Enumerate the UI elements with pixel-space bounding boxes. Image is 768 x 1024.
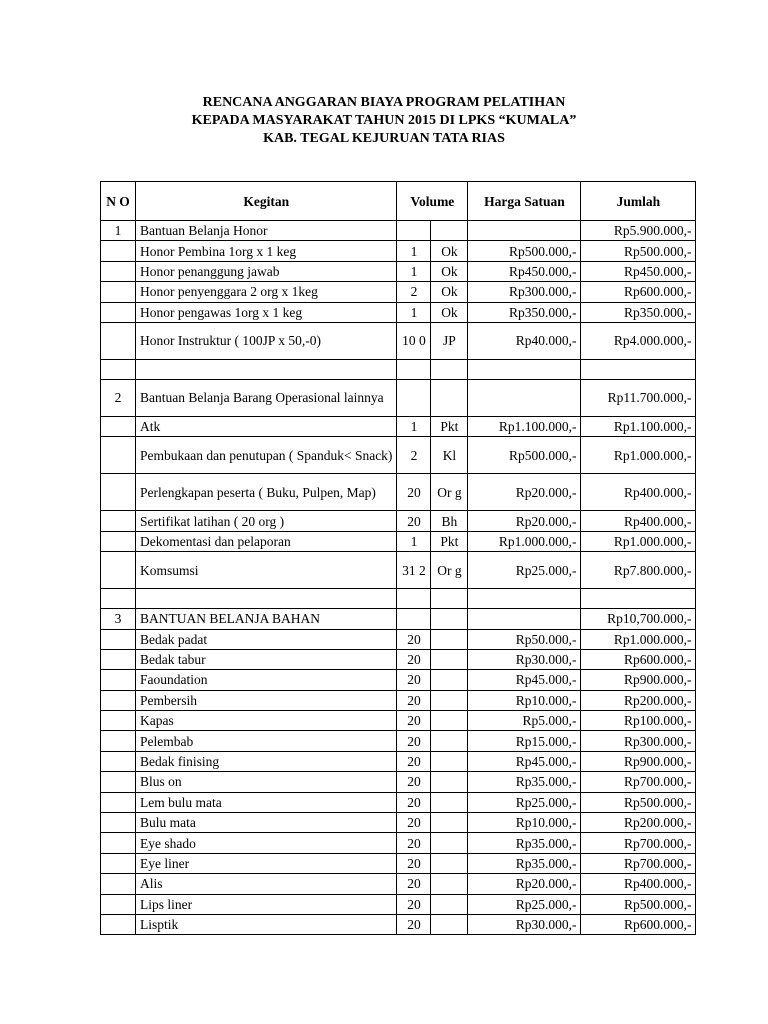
item-amount: Rp7.800.000,- (581, 552, 696, 589)
table-row (101, 241, 696, 261)
item-unit: JP (431, 322, 468, 359)
title-line-1: RENCANA ANGGARAN BIAYA PROGRAM PELATIHAN (202, 95, 566, 110)
item-amount: Rp700.000,- (581, 772, 696, 792)
blank-cell (468, 359, 581, 379)
item-name: Blus on (136, 772, 397, 792)
section-unit (431, 221, 468, 241)
item-price: Rp45.000,- (468, 670, 581, 690)
item-price: Rp5.000,- (468, 711, 581, 731)
item-unit: Bh (431, 511, 468, 531)
row-number (101, 751, 136, 771)
header-kegitan: Kegitan (136, 182, 397, 221)
row-number (101, 649, 136, 669)
item-price: Rp450.000,- (468, 261, 581, 281)
item-amount: Rp1.000.000,- (581, 531, 696, 551)
section-title: BANTUAN BELANJA BAHAN (136, 609, 397, 629)
row-number (101, 731, 136, 751)
item-qty: 20 (397, 629, 431, 649)
item-price: Rp30.000,- (468, 649, 581, 669)
item-qty: 20 (397, 690, 431, 710)
item-amount: Rp350.000,- (581, 302, 696, 322)
item-qty: 2 (397, 282, 431, 302)
item-name: Dekomentasi dan pelaporan (136, 531, 397, 551)
item-qty: 20 (397, 670, 431, 690)
row-number (101, 261, 136, 281)
row-number (101, 416, 136, 436)
section-number: 2 (101, 379, 136, 416)
section-price (468, 221, 581, 241)
item-qty: 1 (397, 241, 431, 261)
item-name: Bedak tabur (136, 649, 397, 669)
blank-cell (581, 359, 696, 379)
item-amount: Rp1.000.000,- (581, 437, 696, 474)
item-price: Rp20.000,- (468, 511, 581, 531)
item-qty: 1 (397, 416, 431, 436)
section-number: 1 (101, 221, 136, 241)
item-qty: 20 (397, 711, 431, 731)
item-amount: Rp600.000,- (581, 282, 696, 302)
table-row (101, 322, 696, 359)
item-qty: 20 (397, 792, 431, 812)
table-row (101, 690, 696, 710)
item-unit (431, 874, 468, 894)
table-row (101, 302, 696, 322)
row-number (101, 792, 136, 812)
item-qty: 20 (397, 772, 431, 792)
section-total: Rp11.700.000,- (581, 379, 696, 416)
section-total: Rp5.900.000,- (581, 221, 696, 241)
row-number (101, 531, 136, 551)
section-unit (431, 609, 468, 629)
document-title (0, 94, 768, 148)
item-amount: Rp450.000,- (581, 261, 696, 281)
blank-row (101, 359, 696, 379)
item-price: Rp1.100.000,- (468, 416, 581, 436)
item-amount: Rp900.000,- (581, 751, 696, 771)
row-number (101, 833, 136, 853)
table-row (101, 531, 696, 551)
item-unit (431, 731, 468, 751)
item-name: Eye liner (136, 853, 397, 873)
item-amount: Rp1.000.000,- (581, 629, 696, 649)
table-row (101, 629, 696, 649)
item-qty: 20 (397, 751, 431, 771)
blank-row (101, 589, 696, 609)
item-amount: Rp500.000,- (581, 894, 696, 914)
table-row (101, 552, 696, 589)
item-name: Honor Instruktur ( 100JP x 50,-0) (136, 322, 397, 359)
item-amount: Rp600.000,- (581, 914, 696, 934)
table-row (101, 731, 696, 751)
item-price: Rp15.000,- (468, 731, 581, 751)
table-body (101, 221, 696, 935)
item-qty: 1 (397, 302, 431, 322)
item-amount: Rp900.000,- (581, 670, 696, 690)
item-unit: Kl (431, 437, 468, 474)
blank-cell (431, 359, 468, 379)
table-row (101, 670, 696, 690)
section-qty (397, 609, 431, 629)
blank-cell (101, 589, 136, 609)
section-total: Rp10,700.000,- (581, 609, 696, 629)
header-jumlah: Jumlah (581, 182, 696, 221)
row-number (101, 772, 136, 792)
item-price: Rp20.000,- (468, 874, 581, 894)
blank-cell (136, 589, 397, 609)
item-unit (431, 833, 468, 853)
item-name: Bulu mata (136, 813, 397, 833)
table-row (101, 894, 696, 914)
item-unit (431, 772, 468, 792)
row-number (101, 629, 136, 649)
table-row (101, 813, 696, 833)
item-unit (431, 792, 468, 812)
row-number (101, 894, 136, 914)
table-row (101, 416, 696, 436)
blank-cell (136, 359, 397, 379)
title-line-2: KEPADA MASYARAKAT TAHUN 2015 DI LPKS “KUMALA” (191, 113, 577, 128)
item-amount: Rp200.000,- (581, 813, 696, 833)
table-row (101, 282, 696, 302)
item-amount: Rp300.000,- (581, 731, 696, 751)
table-row (101, 649, 696, 669)
item-price: Rp35.000,- (468, 772, 581, 792)
item-price: Rp50.000,- (468, 629, 581, 649)
table-row (101, 874, 696, 894)
item-qty: 20 (397, 813, 431, 833)
item-name: Honor penyenggara 2 org x 1keg (136, 282, 397, 302)
item-unit: Ok (431, 282, 468, 302)
item-amount: Rp4.000.000,- (581, 322, 696, 359)
section-unit (431, 379, 468, 416)
table-row (101, 853, 696, 873)
item-unit (431, 690, 468, 710)
row-number (101, 670, 136, 690)
item-unit (431, 751, 468, 771)
item-price: Rp25.000,- (468, 894, 581, 914)
item-amount: Rp400.000,- (581, 511, 696, 531)
item-price: Rp35.000,- (468, 833, 581, 853)
section-price (468, 379, 581, 416)
item-amount: Rp500.000,- (581, 241, 696, 261)
title-line-3: KAB. TEGAL KEJURUAN TATA RIAS (263, 131, 505, 146)
row-number (101, 711, 136, 731)
item-price: Rp300.000,- (468, 282, 581, 302)
item-price: Rp40.000,- (468, 322, 581, 359)
blank-cell (397, 589, 431, 609)
item-name: Honor Pembina 1org x 1 keg (136, 241, 397, 261)
item-unit: Pkt (431, 531, 468, 551)
item-qty: 20 (397, 894, 431, 914)
row-number (101, 302, 136, 322)
header-row (101, 182, 696, 221)
item-unit (431, 711, 468, 731)
table-row (101, 833, 696, 853)
item-price: Rp35.000,- (468, 853, 581, 873)
item-amount: Rp700.000,- (581, 853, 696, 873)
item-name: Atk (136, 416, 397, 436)
item-amount: Rp200.000,- (581, 690, 696, 710)
row-number (101, 690, 136, 710)
section-number: 3 (101, 609, 136, 629)
item-qty: 20 (397, 731, 431, 751)
blank-cell (581, 589, 696, 609)
table-row (101, 261, 696, 281)
row-number (101, 914, 136, 934)
row-number (101, 474, 136, 511)
section-qty (397, 221, 431, 241)
item-unit: Or g (431, 474, 468, 511)
item-unit (431, 853, 468, 873)
item-price: Rp500.000,- (468, 241, 581, 261)
item-name: Sertifikat latihan ( 20 org ) (136, 511, 397, 531)
item-price: Rp10.000,- (468, 690, 581, 710)
item-name: Kapas (136, 711, 397, 731)
item-unit (431, 629, 468, 649)
item-price: Rp20.000,- (468, 474, 581, 511)
item-qty: 20 (397, 874, 431, 894)
item-qty: 20 (397, 511, 431, 531)
item-name: Lisptik (136, 914, 397, 934)
item-name: Pembukaan dan penutupan ( Spanduk< Snack) (136, 437, 397, 474)
table-row (101, 751, 696, 771)
section-title: Bantuan Belanja Honor (136, 221, 397, 241)
item-name: Alis (136, 874, 397, 894)
item-name: Pembersih (136, 690, 397, 710)
item-price: Rp25.000,- (468, 552, 581, 589)
item-name: Eye shado (136, 833, 397, 853)
item-qty: 20 (397, 853, 431, 873)
item-price: Rp10.000,- (468, 813, 581, 833)
item-amount: Rp1.100.000,- (581, 416, 696, 436)
row-number (101, 552, 136, 589)
item-price: Rp500.000,- (468, 437, 581, 474)
item-unit: Ok (431, 241, 468, 261)
section-row (101, 221, 696, 241)
table-row (101, 914, 696, 934)
row-number (101, 511, 136, 531)
item-qty: 1 (397, 531, 431, 551)
item-qty: 2 (397, 437, 431, 474)
item-amount: Rp700.000,- (581, 833, 696, 853)
item-name: Lem bulu mata (136, 792, 397, 812)
blank-cell (431, 589, 468, 609)
header-no: N O (101, 182, 136, 221)
header-volume: Volume (397, 182, 468, 221)
item-qty: 20 (397, 649, 431, 669)
budget-table (100, 181, 696, 935)
table-row (101, 772, 696, 792)
item-name: Bedak padat (136, 629, 397, 649)
section-row (101, 609, 696, 629)
row-number (101, 813, 136, 833)
item-name: Honor pengawas 1org x 1 keg (136, 302, 397, 322)
item-name: Pelembab (136, 731, 397, 751)
item-qty: 20 (397, 474, 431, 511)
row-number (101, 282, 136, 302)
item-unit: Ok (431, 302, 468, 322)
item-price: Rp1.000.000,- (468, 531, 581, 551)
item-unit: Ok (431, 261, 468, 281)
row-number (101, 853, 136, 873)
section-price (468, 609, 581, 629)
item-unit (431, 670, 468, 690)
row-number (101, 322, 136, 359)
item-price: Rp45.000,- (468, 751, 581, 771)
item-name: Faoundation (136, 670, 397, 690)
item-unit (431, 894, 468, 914)
item-price: Rp25.000,- (468, 792, 581, 812)
row-number (101, 874, 136, 894)
item-amount: Rp500.000,- (581, 792, 696, 812)
item-qty: 10 0 (397, 322, 431, 359)
table-row (101, 437, 696, 474)
item-unit (431, 649, 468, 669)
item-name: Lips liner (136, 894, 397, 914)
item-name: Komsumsi (136, 552, 397, 589)
item-qty: 1 (397, 261, 431, 281)
table-row (101, 792, 696, 812)
item-unit: Or g (431, 552, 468, 589)
item-name: Perlengkapan peserta ( Buku, Pulpen, Map) (136, 474, 397, 511)
item-qty: 31 2 (397, 552, 431, 589)
blank-cell (397, 359, 431, 379)
item-unit (431, 813, 468, 833)
item-amount: Rp400.000,- (581, 474, 696, 511)
item-amount: Rp600.000,- (581, 649, 696, 669)
table-row (101, 711, 696, 731)
section-row (101, 379, 696, 416)
row-number (101, 241, 136, 261)
blank-cell (101, 359, 136, 379)
header-harga-satuan: Harga Satuan (468, 182, 581, 221)
section-qty (397, 379, 431, 416)
item-price: Rp350.000,- (468, 302, 581, 322)
item-price: Rp30.000,- (468, 914, 581, 934)
item-name: Bedak finising (136, 751, 397, 771)
row-number (101, 437, 136, 474)
section-title: Bantuan Belanja Barang Operasional lainnya (136, 379, 397, 416)
item-qty: 20 (397, 833, 431, 853)
item-amount: Rp400.000,- (581, 874, 696, 894)
table-row (101, 474, 696, 511)
item-qty: 20 (397, 914, 431, 934)
table-row (101, 511, 696, 531)
item-unit: Pkt (431, 416, 468, 436)
blank-cell (468, 589, 581, 609)
item-amount: Rp100.000,- (581, 711, 696, 731)
item-name: Honor penanggung jawab (136, 261, 397, 281)
item-unit (431, 914, 468, 934)
